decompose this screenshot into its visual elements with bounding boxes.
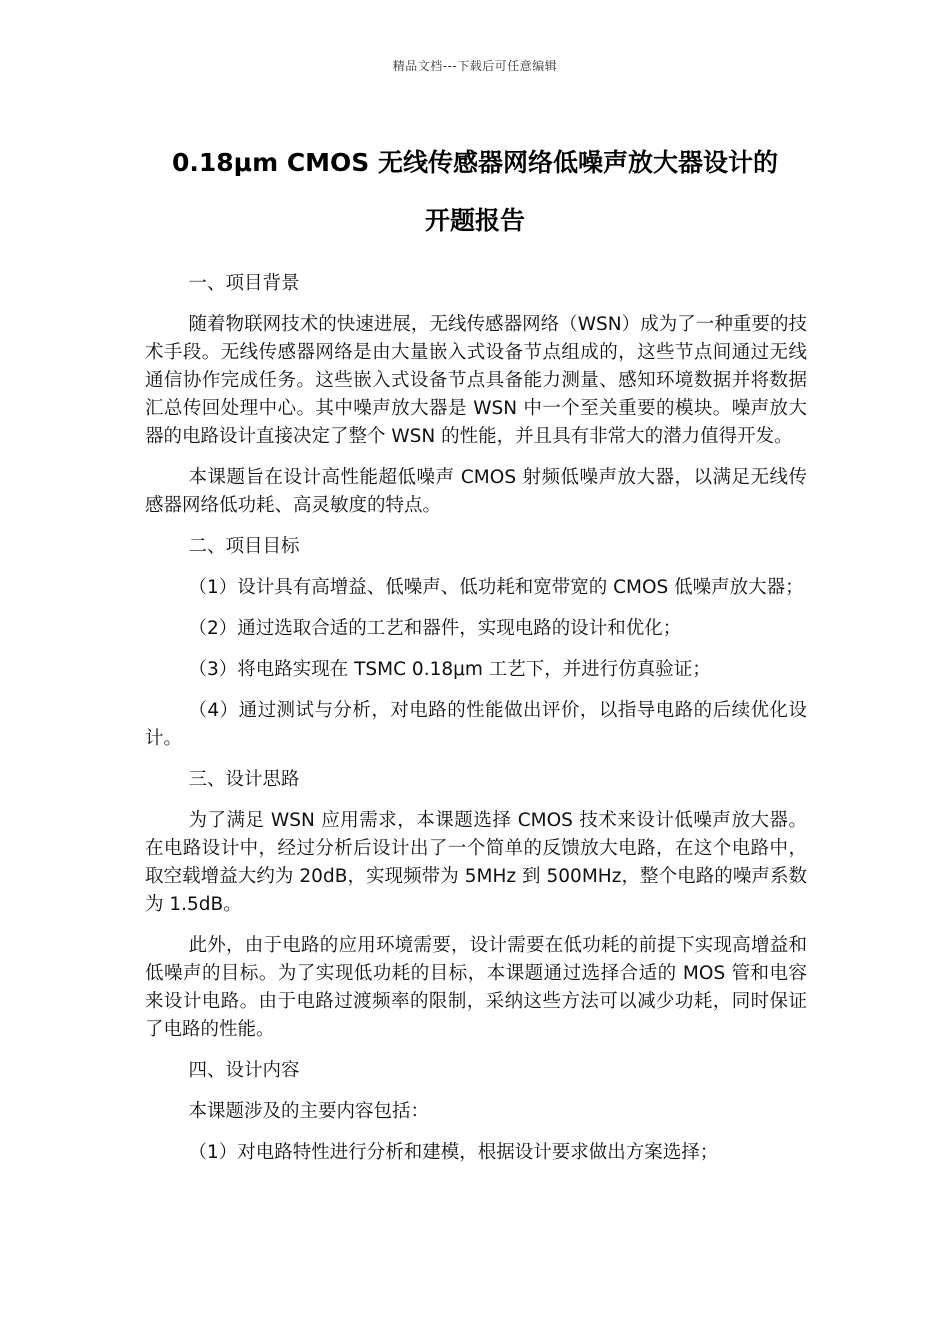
section-heading-goals: 二、项目目标 [188, 536, 300, 557]
goal-item: （1）设计具有高增益、低噪声、低功耗和宽带宽的 CMOS 低噪声放大器； [188, 577, 804, 598]
header-note: 精品文档---下载后可任意编辑 [392, 59, 558, 73]
goal-item: （2）通过选取合适的工艺和器件，实现电路的设计和优化； [188, 618, 682, 639]
goal-item: （3）将电路实现在 TSMC 0.18μm 工艺下，并进行仿真验证； [188, 659, 711, 680]
title-line-2: 开题报告 [424, 206, 525, 235]
goal-item: （4）通过测试与分析，对电路的性能做出评价，以指导电路的后续优化设计。 [145, 700, 807, 749]
content-item: （1）对电路特性进行分析和建模，根据设计要求做出方案选择； [188, 1142, 719, 1163]
paragraph: 此外，由于电路的应用环境需要，设计需要在低功耗的前提下实现高增益和低噪声的目标。为了实现低功耗的目标，本课题通过选择合适的 MOS 管和电容来设计电路。由于电路过渡频率的限制，采纳这些方法可以减少功耗，同时保证了电路的性能。 [145, 935, 807, 1040]
paragraph: 为了满足 WSN 应用需求，本课题选择 CMOS 技术来设计低噪声放大器。在电路设计中，经过分析后设计出了一个简单的反馈放大电路，在这个电路中，取空载增益大约为 20dB，实现频带为 5MHz 到 500MHz，整个电路的噪声系数为 1.5dB。 [145, 810, 807, 915]
paragraph: 本课题涉及的主要内容包括： [188, 1101, 429, 1122]
title-line-1: 0.18μm CMOS 无线传感器网络低噪声放大器设计的 [171, 148, 779, 177]
section-heading-design-content: 四、设计内容 [188, 1060, 300, 1081]
section-heading-design-idea: 三、设计思路 [188, 769, 300, 790]
section-heading-background: 一、项目背景 [188, 273, 300, 294]
document-title [110, 134, 840, 250]
paragraph: 随着物联网技术的快速进展，无线传感器网络（WSN）成为了一种重要的技术手段。无线传感器网络是由大量嵌入式设备节点组成的，这些节点间通过无线通信协作完成任务。这些嵌入式设备节点具备能力测量、感知环境数据并将数据汇总传回处理中心。其中噪声放大器是 WSN 中一个至关重要的模块。噪声放大器的电路设计直接决定了整个 WSN 的性能，并且具有非常大的潜力值得开发。 [145, 314, 807, 447]
paragraph: 本课题旨在设计高性能超低噪声 CMOS 射频低噪声放大器，以满足无线传感器网络低功耗、高灵敏度的特点。 [145, 467, 807, 516]
document-body [145, 270, 807, 1180]
